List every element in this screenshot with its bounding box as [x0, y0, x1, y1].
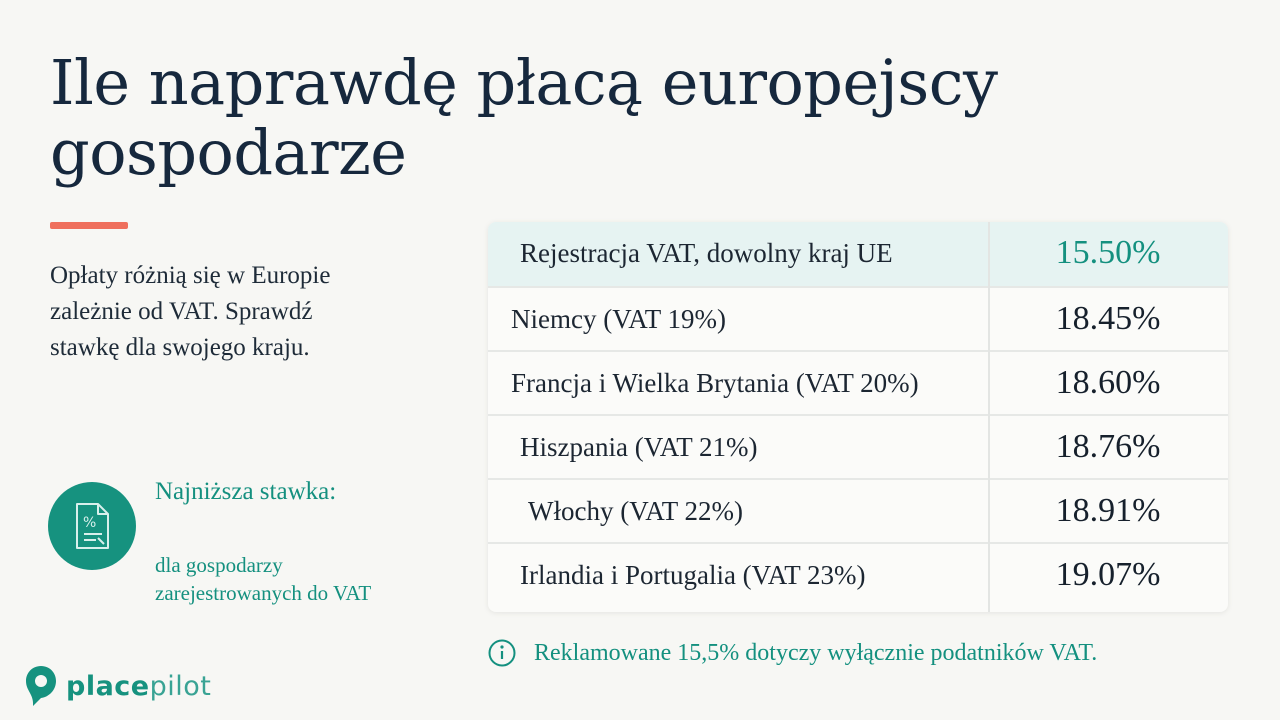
table-row: [488, 222, 1228, 286]
row-label: Hiszpania (VAT 21%): [520, 432, 758, 462]
lowest-rate-subtitle-line-2: zarejestrowanych do VAT: [155, 581, 372, 605]
intro-line-3: stawkę dla swojego kraju.: [50, 334, 310, 361]
intro-line-1: Opłaty różnią się w Europie: [50, 262, 331, 289]
column-divider: [988, 222, 990, 612]
accent-divider: [50, 222, 128, 229]
table-row: [488, 478, 1228, 542]
row-value: 18.45%: [1055, 300, 1161, 337]
row-value: 18.91%: [1055, 492, 1161, 529]
table-row: [488, 414, 1228, 478]
lowest-rate-label: Najniższa stawka:: [155, 478, 337, 505]
row-label: Niemcy (VAT 19%): [511, 304, 726, 334]
row-value: 19.07%: [1055, 556, 1161, 593]
row-label: Włochy (VAT 22%): [528, 496, 743, 526]
lowest-rate-subtitle: [155, 551, 371, 607]
page-title-line-2: gospodarze: [50, 116, 407, 189]
brand-name: [66, 671, 211, 702]
location-pin-icon: [24, 664, 58, 708]
table-row: [488, 350, 1228, 414]
info-icon: [487, 638, 517, 668]
disclaimer-text: Reklamowane 15,5% dotyczy wyłącznie podatników VAT.: [534, 639, 1098, 666]
page-title: [50, 48, 1010, 188]
table-row: [488, 286, 1228, 350]
table-row: [488, 542, 1228, 612]
intro-text: [50, 258, 430, 366]
row-label: Irlandia i Portugalia (VAT 23%): [520, 560, 866, 590]
percent-document-icon: [48, 482, 136, 570]
row-label: Francja i Wielka Brytania (VAT 20%): [511, 368, 919, 398]
lowest-rate-subtitle-line-1: dla gospodarzy: [155, 553, 283, 577]
row-value: 18.60%: [1055, 364, 1161, 401]
disclaimer-note: [487, 638, 1097, 668]
brand-name-part-1: place: [66, 670, 150, 702]
intro-line-2: zależnie od VAT. Sprawdź: [50, 298, 313, 325]
brand-name-part-2: pilot: [149, 670, 212, 702]
row-value: 18.76%: [1055, 428, 1161, 465]
row-value: 15.50%: [1055, 234, 1161, 271]
row-label: Rejestracja VAT, dowolny kraj UE: [520, 238, 893, 268]
svg-text:%: %: [83, 515, 97, 531]
page-title-line-1: Ile naprawdę płacą europejscy: [50, 46, 998, 119]
brand-logo: [24, 664, 211, 708]
fee-table: [488, 222, 1228, 612]
